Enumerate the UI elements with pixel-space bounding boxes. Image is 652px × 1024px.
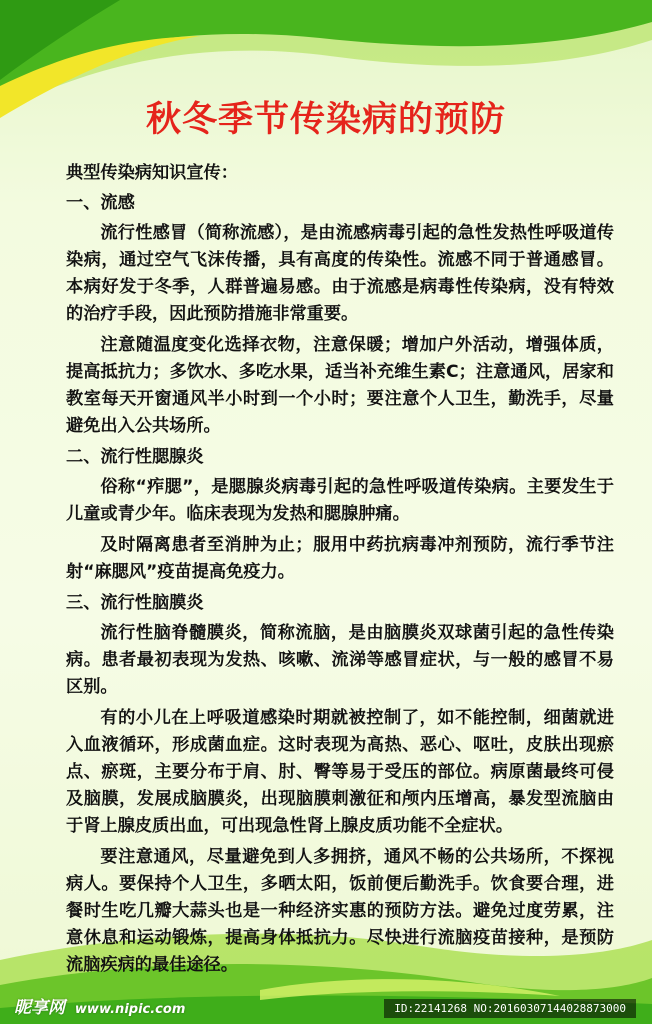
section-heading-flu: 一、流感 [66,193,135,213]
paragraph: 俗称“痄腮”，是腮腺炎病毒引起的急性呼吸道传染病。主要发生于儿童或青少年。临床表现为发热和腮腺肿痛。 [66,477,614,524]
paragraph: 及时隔离患者至消肿为止；服用中药抗病毒冲剂预防，流行季节注射“麻腮风”疫苗提高免疫力。 [66,535,614,582]
image-id-stamp: ID:22141268 NO:20160307144028873000 [384,999,636,1018]
intro-heading: 典型传染病知识宣传： [66,163,238,183]
paragraph: 有的小儿在上呼吸道感染时期就被控制了，如不能控制，细菌就进入血液循环，形成菌血症。这时表现为高热、恶心、呕吐，皮肤出现瘀点、瘀斑，主要分布于肩、肘、臀等易于受压的部位。病原菌最终可侵及脑膜，发展成脑膜炎，出现脑膜刺激征和颅内压增高，暴发型流脑由于肾上腺皮质出血，可出现急性肾上腺皮质功能不全症状。 [66,708,614,836]
section-heading-meningitis: 三、流行性脑膜炎 [66,593,204,613]
article-body [66,160,614,983]
paragraph: 要注意通风，尽量避免到人多拥挤，通风不畅的公共场所，不探视病人。要保持个人卫生，多晒太阳，饭前便后勤洗手。饮食要合理，进餐时生吃几瓣大蒜头也是一种经济实惠的预防方法。避免过度劳累，注意休息和运动锻炼，提高身体抵抗力。尽快进行流脑疫苗接种，是预防流脑疾病的最佳途径。 [66,847,614,975]
section-heading-mumps: 二、流行性腮腺炎 [66,447,204,467]
paragraph: 流行性感冒（简称流感），是由流感病毒引起的急性发热性呼吸道传染病，通过空气飞沫传播，具有高度的传染性。流感不同于普通感冒。本病好发于冬季，人群普遍易感。由于流感是病毒性传染病，没有特效的治疗手段，因此预防措施非常重要。 [66,223,614,324]
watermark [14,993,185,1018]
watermark-site: www.nipic.com [74,1002,186,1017]
page-title: 秋冬季节传染病的预防 [145,100,506,140]
paragraph: 流行性脑脊髓膜炎，简称流脑，是由脑膜炎双球菌引起的急性传染病。患者最初表现为发热、咳嗽、流涕等感冒症状，与一般的感冒不易区别。 [66,623,614,697]
paragraph: 注意随温度变化选择衣物，注意保暖；增加户外活动，增强体质，提高抵抗力；多饮水、多吃水果，适当补充维生素C；注意通风，居家和教室每天开窗通风半小时到一个小时；要注意个人卫生，勤洗手，尽量避免出入公共场所。 [66,335,614,436]
watermark-brand: 昵享网 [14,998,65,1018]
